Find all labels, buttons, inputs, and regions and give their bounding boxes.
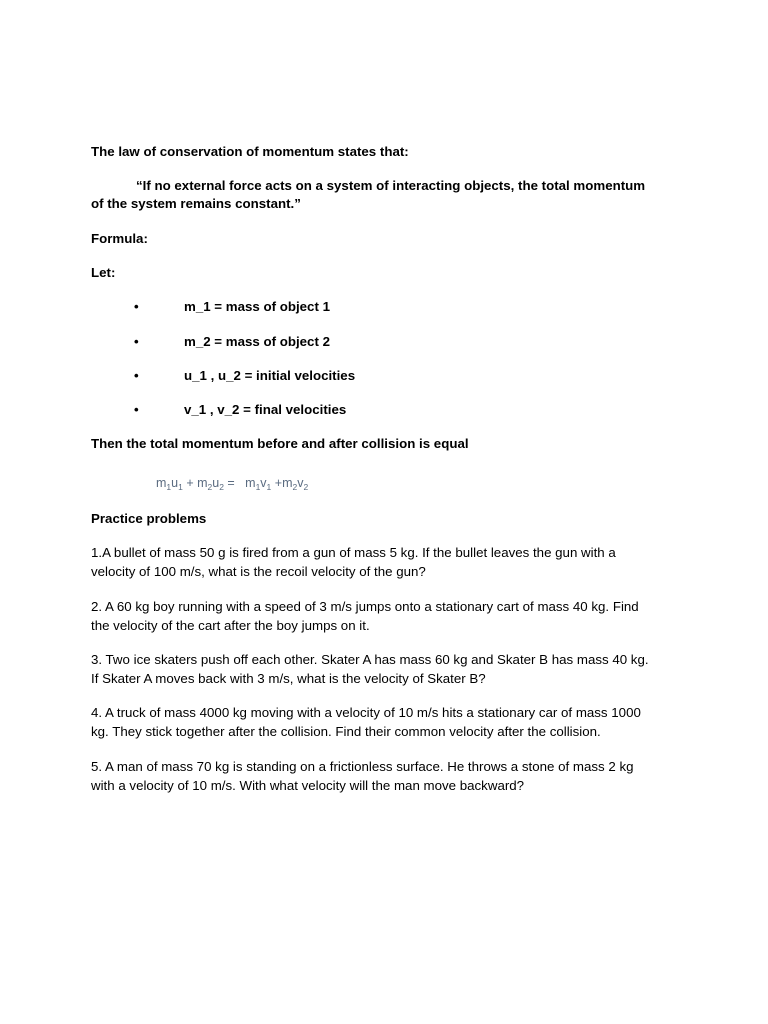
problem-line-2: If Skater A moves back with 3 m/s, what is the velocity of Skater B?: [91, 670, 486, 686]
problem-line-1: 4. A truck of mass 4000 kg moving with a velocity of 10 m/s hits a stationary car of mass 1000: [91, 705, 641, 720]
bullet-icon: •: [134, 299, 139, 314]
problem-line-2: with a velocity of 10 m/s. With what velocity will the man move backward?: [91, 777, 525, 793]
problem-item: [91, 598, 681, 635]
bullet-icon: •: [134, 402, 139, 417]
definition-text: u_1 , u_2 = initial velocities: [184, 368, 356, 383]
conclusion-text: Then the total momentum before and after collision is equal: [91, 436, 469, 451]
definition-text: m_2 = mass of object 2: [184, 334, 330, 349]
law-quote-line-1: “If no external force acts on a system of interacting objects, the total momentum: [136, 178, 646, 193]
problem-item: [91, 758, 681, 795]
problem-line-1: 2. A 60 kg boy running with a speed of 3 m/s jumps onto a stationary cart of mass 40 kg. Find: [91, 599, 639, 614]
problem-line-2: velocity of 100 m/s, what is the recoil velocity of the gun?: [91, 563, 426, 579]
problem-item: [91, 704, 681, 741]
problem-item: [91, 544, 681, 581]
problem-line-1: 3. Two ice skaters push off each other. Skater A has mass 60 kg and Skater B has mass 40 kg.: [91, 652, 649, 667]
problem-item: [91, 651, 681, 688]
definition-text: m_1 = mass of object 1: [184, 299, 330, 314]
problem-line-2: kg. They stick together after the collision. Find their common velocity after the collision.: [91, 723, 601, 739]
formula-label: Formula:: [91, 231, 148, 246]
problem-line-2: the velocity of the cart after the boy jumps on it.: [91, 617, 370, 633]
intro-heading: The law of conservation of momentum states that:: [91, 144, 409, 159]
practice-heading: Practice problems: [91, 511, 207, 526]
momentum-equation: $m_1u_1 + m_2u_2 = m_1v_1 +m_2v_2$: [156, 476, 309, 492]
law-quote-line-2: of the system remains constant.”: [91, 196, 301, 211]
definition-text: v_1 , v_2 = final velocities: [184, 402, 347, 417]
let-label: Let:: [91, 265, 116, 280]
problem-line-1: 5. A man of mass 70 kg is standing on a frictionless surface. He throws a stone of mass 2 kg: [91, 759, 634, 774]
problem-line-1: 1.A bullet of mass 50 g is fired from a gun of mass 5 kg. If the bullet leaves the gun with a: [91, 545, 616, 560]
bullet-icon: •: [134, 334, 139, 349]
bullet-icon: •: [134, 368, 139, 383]
